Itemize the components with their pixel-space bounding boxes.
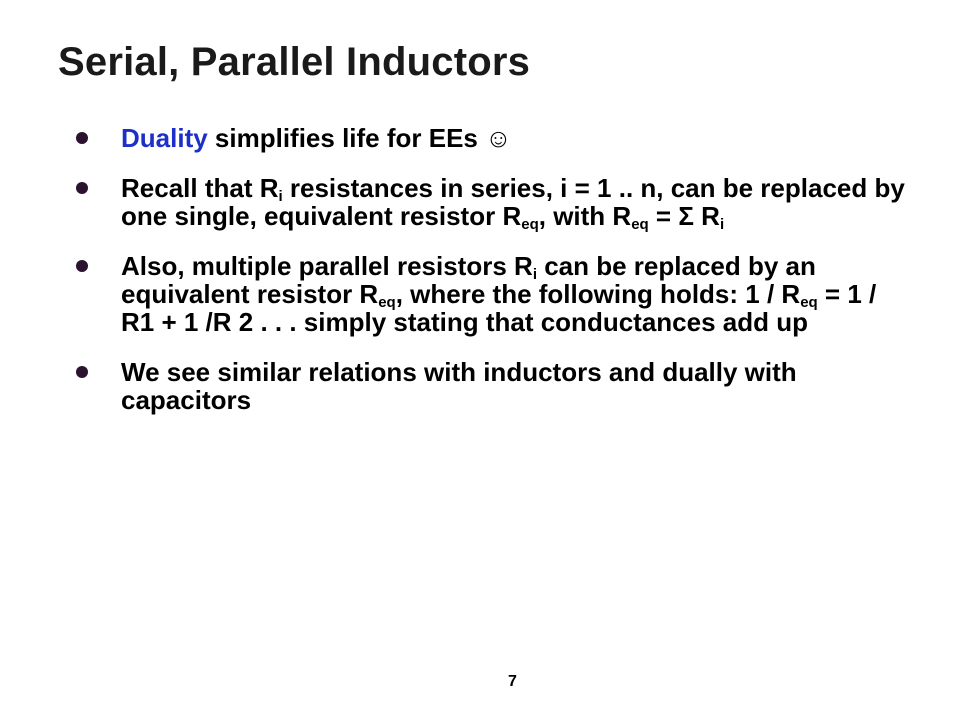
bullet-text: = 1 / R1 + 1 /R 2 . . . simply stating that conductances add up [121,279,877,337]
page-number: 7 [508,673,517,690]
duality-keyword: Duality [121,123,208,153]
bullet-text: We see similar relations with inductors and dually with capacitors [121,357,797,415]
subscript: i [532,266,537,283]
subscript: eq [631,216,649,233]
bullet-text: Recall that R [121,173,279,203]
subscript: eq [800,294,818,311]
bullet-dot-icon [76,132,88,144]
bullet-parallel-resistors [76,252,906,336]
bullet-text: resistances in series, i = 1 .. n, can be replaced by one single, equivalent resistor R [121,173,905,231]
bullet-dot-icon [76,260,88,272]
bullet-dot-icon [76,366,88,378]
slide-title: Serial, Parallel Inductors [58,40,531,84]
subscript: i [719,216,725,233]
bullet-text: , where the following holds: 1 / R [395,279,801,309]
bullet-list [76,124,906,436]
bullet-text: , with R [538,201,632,231]
bullet-text: Also, multiple parallel resistors R [121,251,533,281]
bullet-inductors-capacitors [76,358,906,414]
bullet-duality [76,124,906,152]
subscript: eq [521,216,539,233]
subscript: i [278,188,283,205]
bullet-text: can be replaced by an equivalent resistor R [121,251,816,309]
bullet-text: simplifies life for EEs ☺ [207,123,512,153]
subscript: eq [378,294,396,311]
bullet-dot-icon [76,182,88,194]
bullet-series-resistors [76,173,906,233]
bullet-text: = Σ R [648,201,720,231]
